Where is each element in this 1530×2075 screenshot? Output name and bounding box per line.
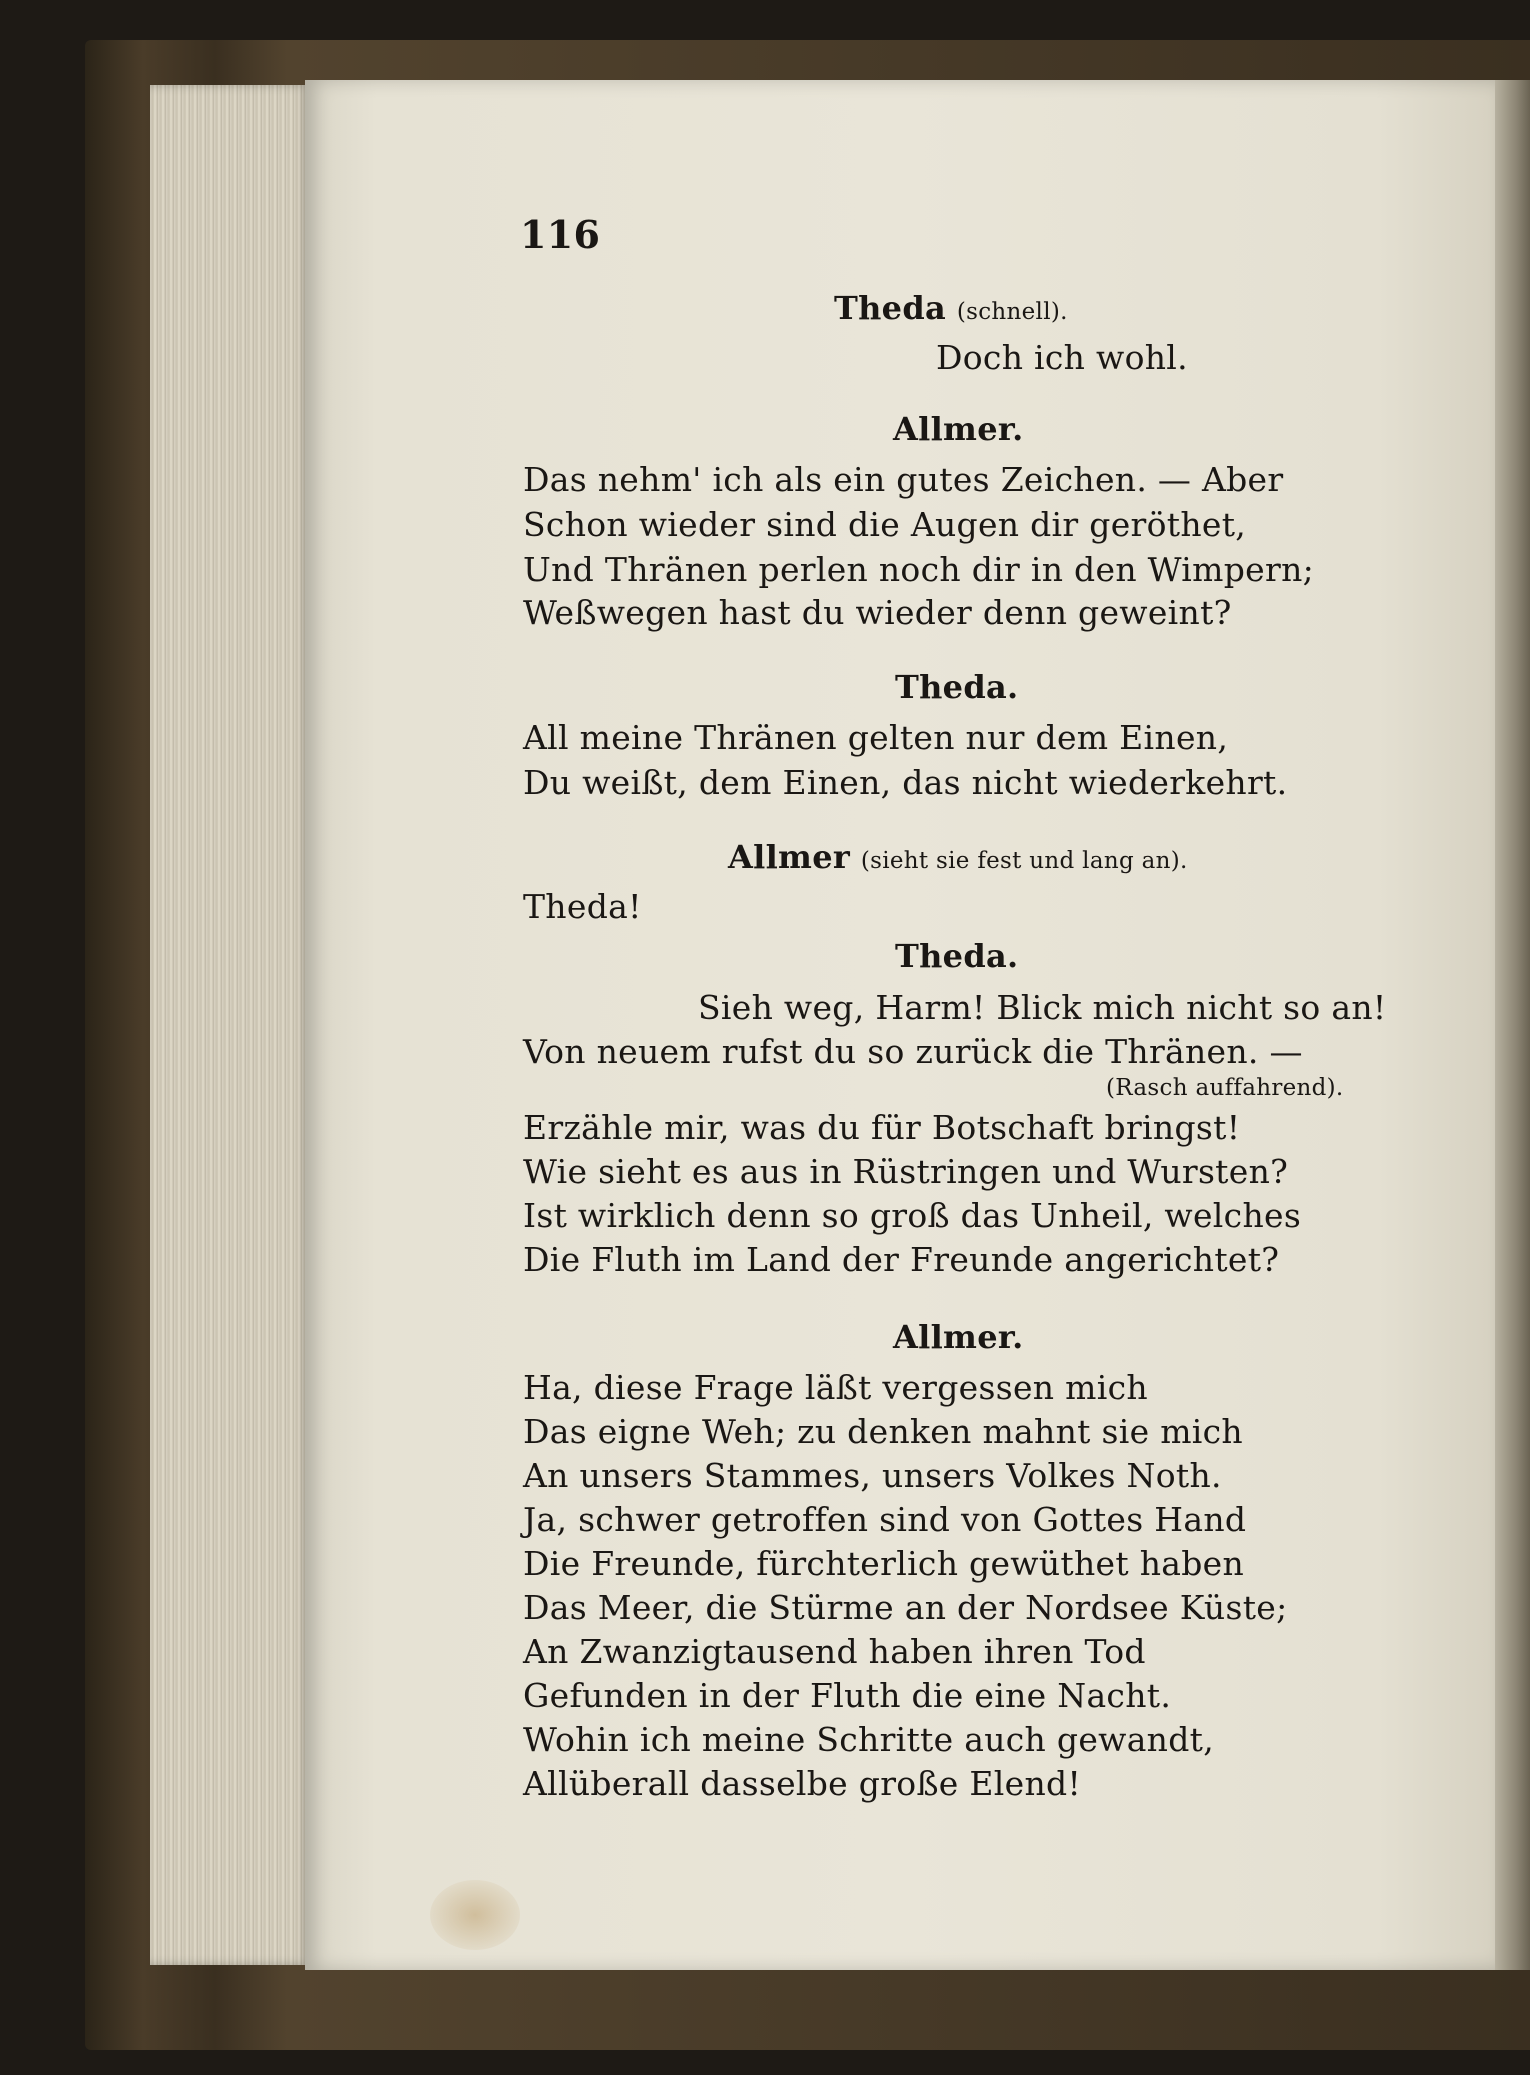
- verse-line: Das eigne Weh; zu denken mahnt sie mich: [523, 1412, 1243, 1451]
- speaker-heading: Allmer.: [893, 1318, 1024, 1356]
- verse-line: An unsers Stammes, unsers Volkes Noth.: [523, 1456, 1222, 1495]
- verse-line: Von neuem rufst du so zurück die Thränen. —: [523, 1032, 1303, 1071]
- verse-line: All meine Thränen gelten nur dem Einen,: [523, 718, 1229, 757]
- verse-line: Das nehm' ich als ein gutes Zeichen. — Aber: [523, 460, 1284, 499]
- verse-line: Ist wirklich denn so groß das Unheil, welches: [523, 1196, 1302, 1235]
- verse-line: Weßwegen hast du wieder denn geweint?: [523, 593, 1232, 632]
- verse-line: Und Thränen perlen noch dir in den Wimpern;: [523, 550, 1315, 589]
- speaker-heading: Theda.: [895, 668, 1019, 706]
- speaker-heading: Theda.: [895, 937, 1019, 975]
- verse-line: Wie sieht es aus in Rüstringen und Wursten?: [523, 1152, 1289, 1191]
- verse-line: Ha, diese Frage läßt vergessen mich: [523, 1368, 1148, 1407]
- page-edges: [150, 85, 310, 1965]
- verse-line: Ja, schwer getroffen sind von Gottes Hand: [523, 1500, 1247, 1539]
- speaker-heading: Allmer.: [893, 410, 1024, 448]
- verse-line: Wohin ich meine Schritte auch gewandt,: [523, 1720, 1214, 1759]
- verse-line: Allüberall dasselbe große Elend!: [523, 1764, 1082, 1803]
- verse-line: An Zwanzigtausend haben ihren Tod: [523, 1632, 1146, 1671]
- verse-line: Erzähle mir, was du für Botschaft bringst!: [523, 1108, 1241, 1147]
- page-number: 116: [520, 212, 601, 257]
- verse-line: Theda!: [523, 887, 642, 926]
- paper-stain: [430, 1880, 520, 1950]
- verse-line: Schon wieder sind die Augen dir geröthet,: [523, 505, 1247, 544]
- verse-line: Das Meer, die Stürme an der Nordsee Küste;: [523, 1588, 1288, 1627]
- verse-line: Die Fluth im Land der Freunde angerichtet?: [523, 1240, 1280, 1279]
- verse-line: Doch ich wohl.: [936, 338, 1188, 377]
- verse-line: Die Freunde, fürchterlich gewüthet haben: [523, 1544, 1245, 1583]
- verse-line: Du weißt, dem Einen, das nicht wiederkehrt.: [523, 763, 1288, 802]
- speaker-heading: Theda (schnell).: [834, 289, 1068, 327]
- verse-line: Sieh weg, Harm! Blick mich nicht so an!: [698, 988, 1387, 1027]
- verse-line: Gefunden in der Fluth die eine Nacht.: [523, 1676, 1172, 1715]
- speaker-heading: Allmer (sieht sie fest und lang an).: [728, 838, 1188, 876]
- stage-direction: (Rasch auffahrend).: [1106, 1075, 1344, 1101]
- page-gutter: [1495, 80, 1530, 1970]
